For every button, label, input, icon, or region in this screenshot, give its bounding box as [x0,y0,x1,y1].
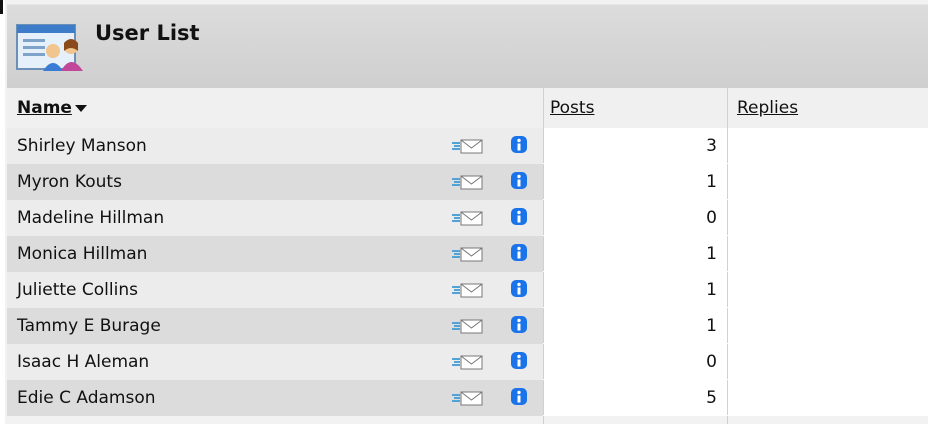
post-count: 5 [706,388,717,408]
user-info-icon[interactable] [511,172,527,189]
posts-cell [544,164,727,200]
send-message-icon[interactable] [451,354,483,370]
user-info-icon[interactable] [511,136,527,153]
send-message-icon[interactable] [451,390,483,406]
replies-cell [728,164,928,200]
user-table-body [7,128,928,416]
posts-cell [544,272,727,308]
table-row [7,200,928,236]
posts-cell [544,236,727,272]
post-count: 0 [706,208,717,228]
name-cell [7,308,543,344]
table-row [7,344,928,380]
column-header-replies[interactable] [737,88,798,128]
column-header-name[interactable] [17,88,87,128]
replies-cell [728,128,928,164]
replies-cell [728,308,928,344]
replies-cell [728,236,928,272]
table-row [7,236,928,272]
user-info-icon[interactable] [511,388,527,405]
send-message-icon[interactable] [451,174,483,190]
table-row [7,308,928,344]
post-count: 1 [706,316,717,336]
name-cell [7,236,543,272]
posts-cell [544,200,727,236]
post-count: 1 [706,244,717,264]
name-cell [7,128,543,164]
user-info-icon[interactable] [511,352,527,369]
table-row [7,272,928,308]
table-row [7,128,928,164]
send-message-icon[interactable] [451,246,483,262]
user-name[interactable]: Edie C Adamson [17,388,156,408]
user-list-icon [15,21,87,73]
send-message-icon[interactable] [451,282,483,298]
sort-descending-icon[interactable] [75,105,87,112]
name-cell [7,200,543,236]
send-message-icon[interactable] [451,210,483,226]
replies-cell [728,344,928,380]
replies-cell [728,200,928,236]
user-name[interactable]: Myron Kouts [17,172,122,192]
user-name[interactable]: Isaac H Aleman [17,352,150,372]
user-info-icon[interactable] [511,208,527,225]
column-header-posts-label[interactable]: Posts [550,98,595,118]
table-header [7,88,928,128]
post-count: 1 [706,172,717,192]
column-header-name-label[interactable]: Name [17,98,72,118]
user-name[interactable]: Shirley Manson [17,136,147,156]
user-name[interactable]: Madeline Hillman [17,208,165,228]
replies-cell [728,272,928,308]
posts-cell [544,344,727,380]
post-count: 1 [706,280,717,300]
replies-cell [728,380,928,416]
posts-cell [544,380,727,416]
name-cell [7,272,543,308]
panel-header [7,4,928,88]
corner-mark [0,0,3,14]
table-row [7,164,928,200]
user-name[interactable]: Monica Hillman [17,244,148,264]
post-count: 3 [706,136,717,156]
column-header-posts[interactable] [550,88,594,128]
user-list-panel [7,4,928,424]
user-name[interactable]: Tammy E Burage [17,316,161,336]
left-edge [0,0,5,424]
posts-cell [544,128,727,164]
user-info-icon[interactable] [511,316,527,333]
user-name[interactable]: Juliette Collins [17,280,138,300]
user-info-icon[interactable] [511,280,527,297]
table-row [7,380,928,416]
name-cell [7,164,543,200]
send-message-icon[interactable] [451,318,483,334]
name-cell [7,380,543,416]
name-cell [7,344,543,380]
post-count: 0 [706,352,717,372]
column-header-replies-label[interactable]: Replies [737,98,799,118]
user-info-icon[interactable] [511,244,527,261]
send-message-icon[interactable] [451,138,483,154]
page-title: User List [95,21,200,45]
posts-cell [544,308,727,344]
